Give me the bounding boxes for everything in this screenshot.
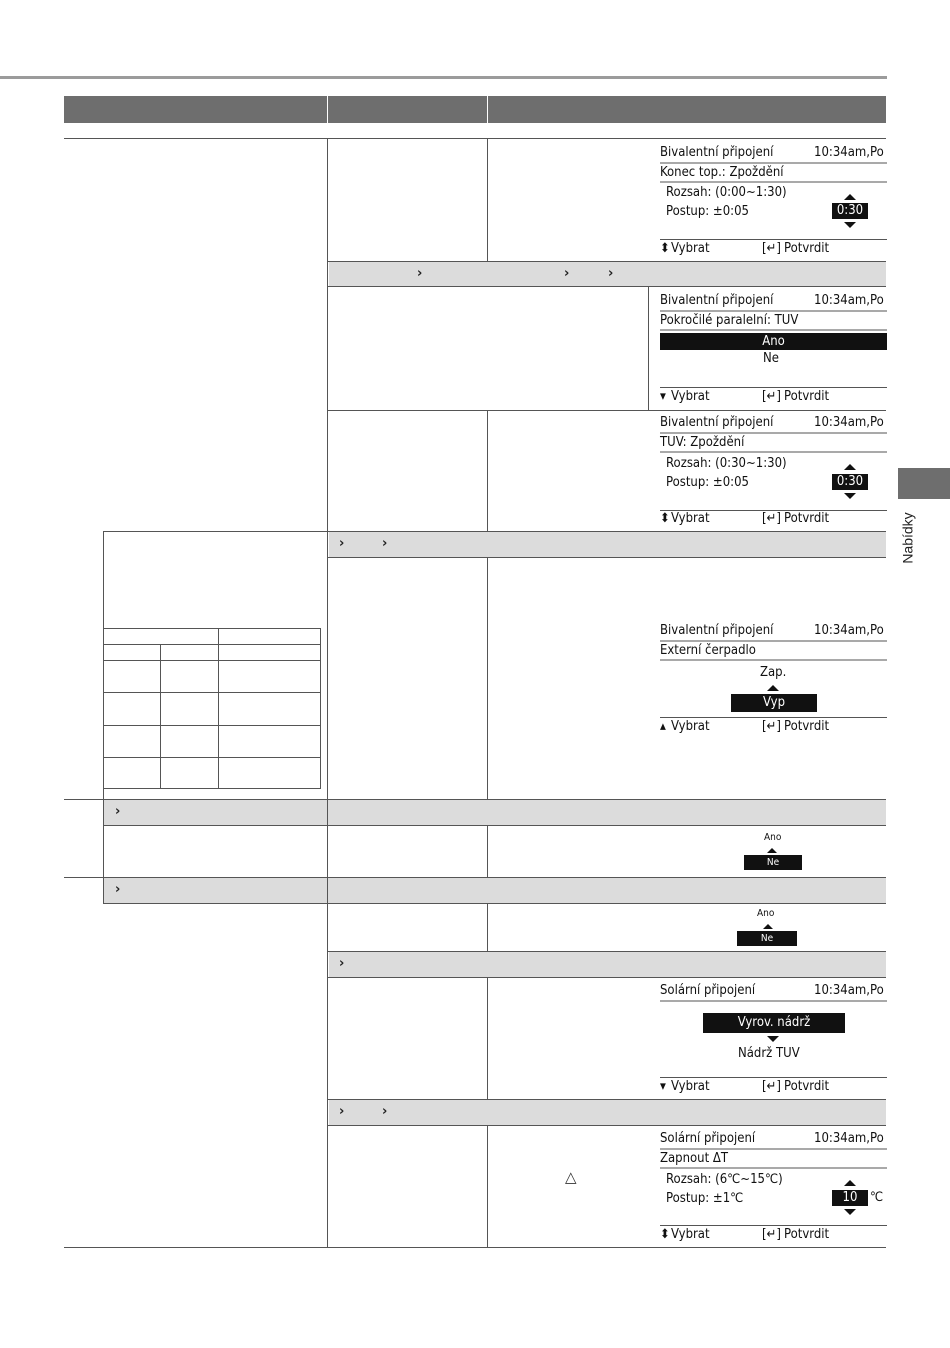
down-arrow-icon: ▾ [660,1079,666,1094]
col-divider [487,977,488,1100]
arrow-up-icon[interactable] [763,924,773,929]
breadcrumb-row [104,878,886,903]
chevron-right-icon: › [564,266,570,281]
confirm-label: Potvrdit [784,389,830,404]
chevron-right-icon: › [382,1104,388,1119]
top-rule [0,76,887,79]
small-grid-table [103,628,322,790]
row-divider [64,1247,886,1248]
row-divider [328,286,886,287]
step-text: Postup: ±1℃ [666,1191,744,1206]
chevron-right-icon: › [115,804,121,819]
lcd-screen-solar-tank [660,981,887,1099]
chevron-right-icon: › [382,536,388,551]
confirm-label: Potvrdit [784,719,830,734]
col-divider [327,138,328,1248]
confirm-label: Potvrdit [784,1079,830,1094]
confirm-label: Potvrdit [784,241,830,256]
arrow-down-icon[interactable] [844,493,856,499]
arrow-up-icon[interactable] [767,848,777,853]
arrow-down-icon[interactable] [767,1036,779,1042]
arrow-up-icon[interactable] [844,194,856,200]
col-divider [487,903,488,952]
screen-title: Bivalentní připojení [660,293,774,308]
screen-time: 10:34am,Po [814,1131,884,1146]
down-arrow-icon: ▾ [660,389,666,404]
row-divider [328,410,886,411]
lcd-screen-external-pump [660,621,887,739]
section-tab-marker[interactable] [898,468,950,499]
col-divider [487,410,488,532]
option-item[interactable]: Ano [764,832,782,843]
divider [660,717,887,718]
row-divider [328,557,886,558]
chevron-right-icon: › [417,266,423,281]
value-display[interactable]: 0:30 [832,474,868,490]
mini-selector [735,906,799,950]
divider [660,310,887,312]
option-selected[interactable]: Vyrov. nádrž [703,1013,845,1033]
enter-key-icon: [↵] [762,1079,781,1094]
divider [660,640,887,642]
row-divider [64,138,886,139]
divider [660,432,887,434]
enter-key-icon: [↵] [762,719,781,734]
divider [660,162,887,164]
breadcrumb-row [329,262,886,286]
value-display[interactable]: 0:30 [832,203,868,219]
chevron-right-icon: › [339,536,345,551]
lcd-screen-tuv-delay [660,413,887,531]
select-label: Vybrat [671,719,710,734]
divider [660,239,887,240]
select-label: Vybrat [671,511,710,526]
option-selected[interactable]: Ano [660,333,887,350]
table-header-col3 [488,96,886,123]
divider [660,659,887,661]
enter-key-icon: [↵] [762,241,781,256]
divider [660,451,887,453]
screen-title: Bivalentní připojení [660,623,774,638]
chevron-right-icon: › [339,956,345,971]
col-divider [103,877,104,903]
breadcrumb-row [329,532,886,557]
enter-key-icon: [↵] [762,511,781,526]
arrow-down-icon[interactable] [844,222,856,228]
chevron-right-icon: › [115,882,121,897]
section-tab-label: Nabídky [899,512,916,564]
enter-key-icon: [↵] [762,389,781,404]
option-item[interactable]: Ano [757,908,775,919]
updown-arrows-icon: ⬍ [660,1227,670,1242]
col-divider [487,825,488,878]
divider [660,1000,887,1002]
arrow-up-icon[interactable] [767,685,779,691]
enter-key-icon: [↵] [762,1227,781,1242]
chevron-right-icon: › [339,1104,345,1119]
lcd-screen-solar-delta [660,1129,887,1247]
divider [660,387,887,388]
screen-title: Solární připojení [660,1131,756,1146]
screen-subtitle: Konec top.: Zpoždění [660,165,784,180]
col-divider [487,138,488,262]
confirm-label: Potvrdit [784,511,830,526]
screen-title: Solární připojení [660,983,756,998]
lcd-screen-advanced-parallel [660,291,887,409]
up-arrow-icon: ▴ [660,719,666,734]
delta-triangle-icon: △ [565,1168,577,1186]
step-text: Postup: ±0:05 [666,204,749,219]
select-label: Vybrat [671,241,710,256]
row-divider [103,903,886,904]
step-text: Postup: ±0:05 [666,475,749,490]
option-item[interactable]: Nádrž TUV [738,1046,800,1061]
range-text: Rozsah: (0:30~1:30) [666,456,787,471]
col-divider [487,557,488,800]
updown-arrows-icon: ⬍ [660,511,670,526]
divider [660,1225,887,1226]
arrow-up-icon[interactable] [844,1180,856,1186]
screen-subtitle: Pokročilé paralelní: TUV [660,313,799,328]
option-item[interactable]: Ne [763,351,779,366]
divider [660,329,887,331]
row-divider [328,1125,886,1126]
screen-time: 10:34am,Po [814,293,884,308]
divider [660,1148,887,1150]
option-selected[interactable]: Ne [744,855,802,870]
chevron-right-icon: › [608,266,614,281]
mini-selector [740,830,804,874]
select-label: Vybrat [671,389,710,404]
arrow-down-icon[interactable] [844,1209,856,1215]
col-divider [648,286,649,410]
divider [660,1167,887,1169]
range-text: Rozsah: (6℃~15℃) [666,1172,783,1187]
value-display[interactable]: 10 [832,1190,868,1206]
option-selected[interactable]: Vyp [731,694,817,712]
updown-arrows-icon: ⬍ [660,241,670,256]
select-label: Vybrat [671,1079,710,1094]
screen-title: Bivalentní připojení [660,145,774,160]
option-item[interactable]: Zap. [760,665,787,680]
table-header-col1 [64,96,327,123]
divider [660,181,887,183]
row-divider [328,977,886,978]
screen-subtitle: Zapnout ΔT [660,1151,729,1166]
screen-time: 10:34am,Po [814,623,884,638]
lcd-screen-bivalent-delay [660,143,887,261]
screen-subtitle: Externí čerpadlo [660,643,756,658]
breadcrumb-row [329,952,886,977]
col-divider [487,1125,488,1248]
screen-title: Bivalentní připojení [660,415,774,430]
row-divider [103,825,886,826]
screen-time: 10:34am,Po [814,145,884,160]
screen-time: 10:34am,Po [814,415,884,430]
screen-time: 10:34am,Po [814,983,884,998]
col-divider [103,799,104,878]
range-text: Rozsah: (0:00~1:30) [666,185,787,200]
confirm-label: Potvrdit [784,1227,830,1242]
breadcrumb-row [104,800,886,825]
arrow-up-icon[interactable] [844,464,856,470]
screen-subtitle: TUV: Zpoždění [660,435,745,450]
divider [660,1077,887,1078]
breadcrumb-row [329,1100,886,1125]
select-label: Vybrat [671,1227,710,1242]
unit-label: ℃ [870,1190,884,1205]
option-selected[interactable]: Ne [737,931,797,946]
table-header-col2 [328,96,487,123]
